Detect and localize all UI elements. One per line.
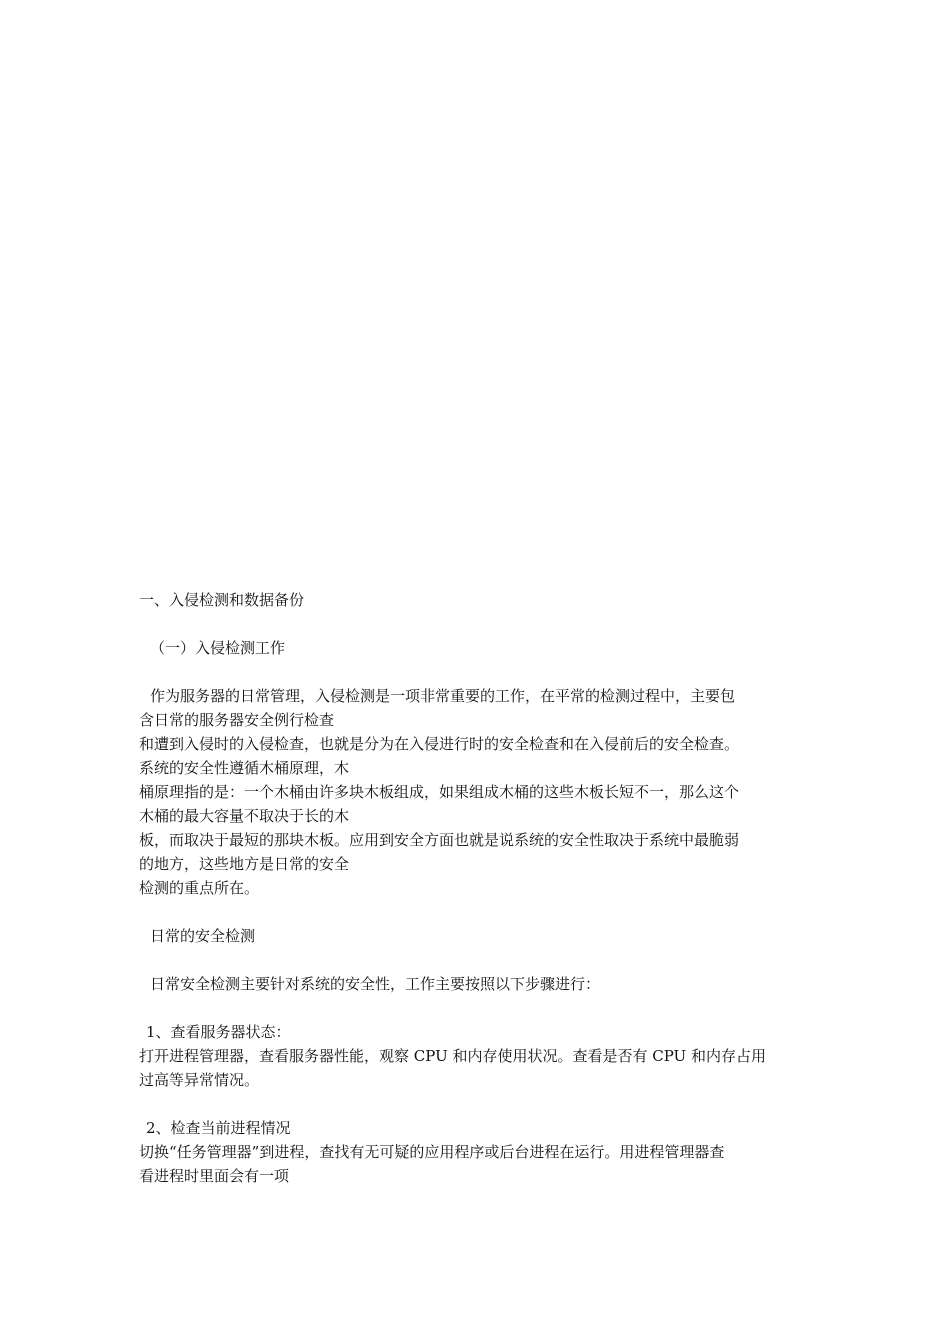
paragraph-line: 系统的安全性遵循木桶原理，木 [139,759,350,777]
paragraph-line: 和遭到入侵时的入侵检查，也就是分为在入侵进行时的安全检查和在入侵前后的安全检查。 [139,735,740,753]
subsection-heading [139,636,819,660]
paragraph-line: 含日常的服务器安全例行检查 [139,711,335,729]
paragraph-line: 作为服务器的日常管理，入侵检测是一项非常重要的工作，在平常的检测过程中，主要包 [150,687,736,705]
paragraph-daily [139,972,819,996]
step-title: 2、检查当前进程情况 [146,1119,291,1137]
document-body [139,588,819,1188]
step-title: 1、查看服务器状态： [146,1023,291,1041]
paragraph-line: 切换“任务管理器”到进程，查找有无可疑的应用程序或后台进程在运行。用进程管理器查 [139,1143,725,1161]
paragraph-line: 打开进程管理器，查看服务器性能，观察 CPU 和内存使用状况。查看是否有 CPU 和内存占用 [139,1047,766,1065]
paragraph-line: 看进程时里面会有一项 [139,1167,290,1185]
step-2 [139,1116,819,1188]
heading-daily-check: 日常的安全检测 [150,927,256,945]
heading-intrusion-backup: 一、入侵检测和数据备份 [139,591,305,609]
paragraph-line: 木桶的最大容量不取决于长的木 [139,807,350,825]
step-1 [139,1020,819,1092]
subsection-heading [139,924,819,948]
paragraph-intro [139,684,819,900]
paragraph-line: 检测的重点所在。 [139,879,260,897]
paragraph-line: 日常安全检测主要针对系统的安全性，工作主要按照以下步骤进行： [150,975,601,993]
heading-intrusion-work: （一）入侵检测工作 [150,639,286,657]
paragraph-line: 桶原理指的是：一个木桶由许多块木板组成，如果组成木桶的这些木板长短不一，那么这个 [139,783,740,801]
paragraph-line: 的地方，这些地方是日常的安全 [139,855,350,873]
paragraph-line: 板，而取决于最短的那块木板。应用到安全方面也就是说系统的安全性取决于系统中最脆弱 [139,831,740,849]
section-heading [139,588,819,612]
paragraph-line: 过高等异常情况。 [139,1071,260,1089]
